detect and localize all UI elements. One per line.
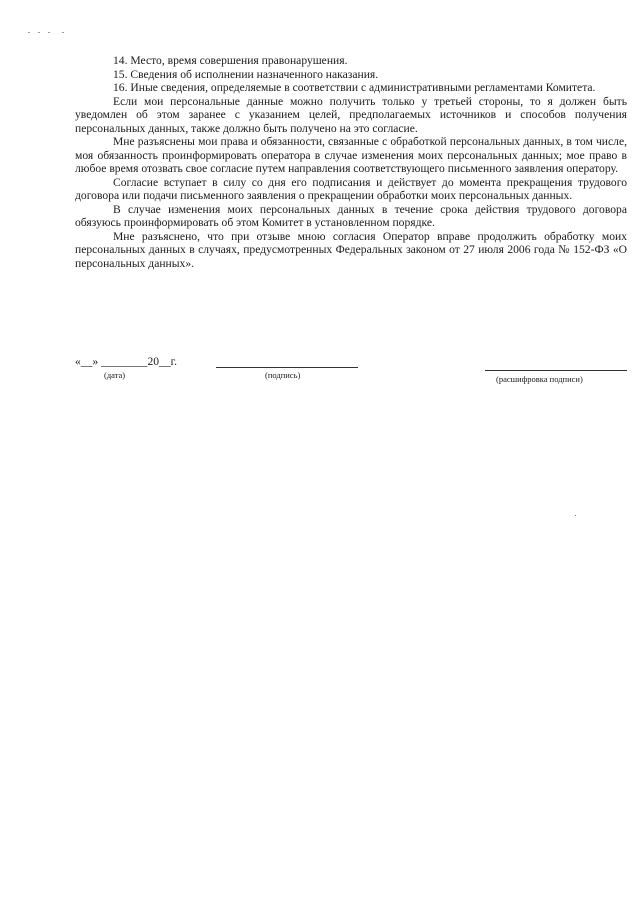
scan-artifact [28,30,68,36]
date-caption: (дата) [104,370,126,380]
paragraph-rights: Мне разъяснены мои права и обязанности, связанные с обработкой персональных данных, в том числе, моя обязанность проинформировать оператора в случае изменения моих персональных данных; мое право в любое время отозвать свое согласие путем направления соответствующего письменного заявления оператору. [75,135,627,175]
signature-decode-line [485,370,627,371]
signature-caption: (подпись) [265,370,301,380]
consent-body-text [75,54,627,270]
date-field: «__» ________20__г. [75,355,177,368]
signature-decode-caption: (расшифровка подписи) [496,374,583,384]
signature-block [0,355,640,395]
scan-speck [575,515,576,516]
item-15: 15. Сведения об исполнении назначенного наказания. [113,67,379,81]
item-14: 14. Место, время совершения правонарушения. [113,54,348,67]
paragraph-third-party: Если мои персональные данные можно получить только у третьей стороны, то я должен быть уведомлен об этом заранее с указанием целей, предполагаемых источников и способов получения персональных данных, также должно быть получено на это согласие. [75,94,627,135]
paragraph-validity: Согласие вступает в силу со дня его подписания и действует до момента прекращения трудового договора или подачи письменного заявления о прекращении обработки моих персональных данных. [75,175,627,202]
signature-line [216,367,358,368]
item-16: 16. Иные сведения, определяемые в соответствии с административными регламентами Комитета. [113,81,596,94]
paragraph-changes: В случае изменения моих персональных данных в течение срока действия трудового договора обязуюсь проинформировать об этом Комитет в установленном порядке. [75,202,627,229]
paragraph-withdrawal: Мне разъяснено, что при отзыве мною согласия Оператор вправе продолжить обработку моих персональных данных в случаях, предусмотренных Федеральных законом от 27 июля 2006 года № 152-ФЗ «О персональных данных». [75,229,627,270]
